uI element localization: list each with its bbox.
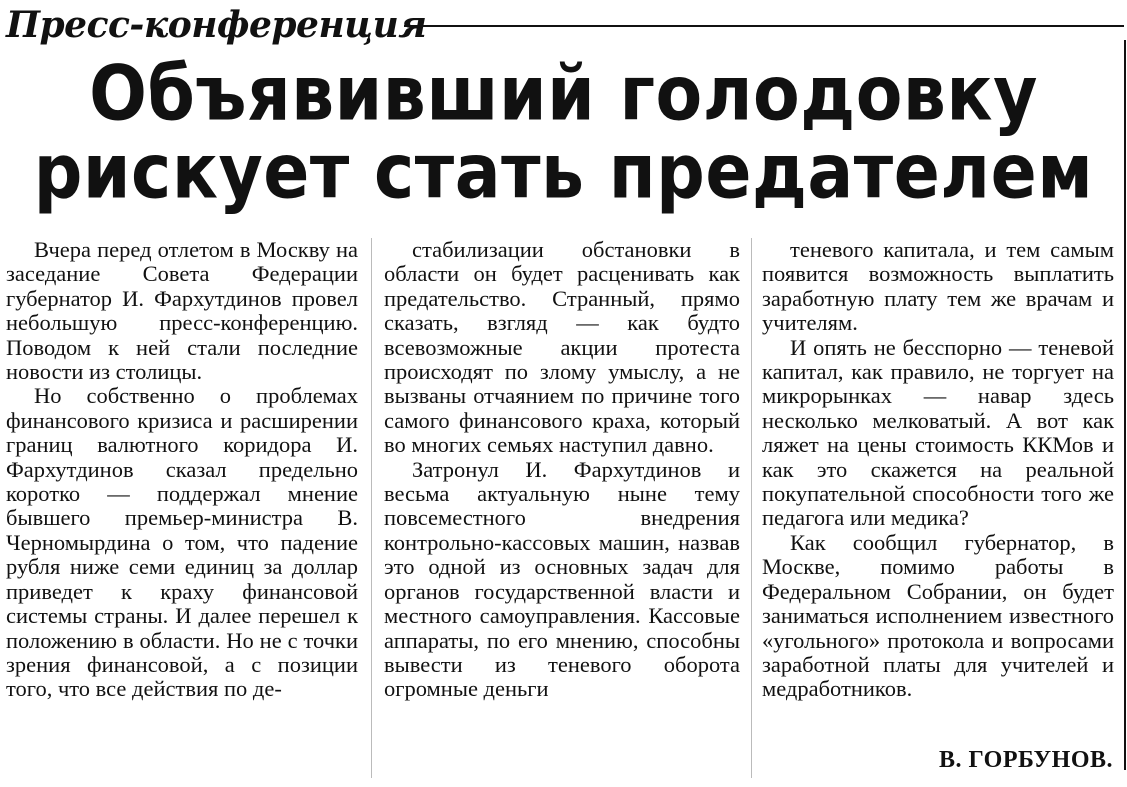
paragraph: теневого капитала, и тем самым появится возможность выплатить заработную плату тем же врачам и учителям.: [762, 237, 1114, 336]
rubric-rule: [404, 25, 1124, 27]
rubric-label: Пресс-конференция: [6, 4, 427, 46]
headline: [0, 50, 1127, 217]
paragraph: И опять не бесспорно — теневой капитал, как правило, не торгует на микрорынках — навар здесь несколько мелковатый. А вот как ляжет на цены стоимость ККМов и как это скажется на реальной покупательной способности того же педагога или медика?: [762, 334, 1114, 531]
article-column-3: [762, 238, 1114, 702]
headline-line-1: Объявивший голодовку: [89, 50, 1038, 139]
article-column-1: [6, 238, 358, 702]
column-divider: [751, 238, 752, 778]
paragraph: стабилизации обстановки в области он будет расценивать как предательство. Странный, прямо сказать, взгляд — как будто всевозможные акции протеста происходят по злому умыслу, а не вызваны отчаянием по причине того самого финансового краха, который во многих семьях наступил давно.: [384, 237, 740, 458]
paragraph: Затронул И. Фархутдинов и весьма актуальную ныне тему повсеместного внедрения контрольно-кассовых машин, назвав это одной из основных задач для органов государственной власти и местного самоуправления. Кассовые аппараты, по его мнению, способны вывести из теневого оборота огромные деньги: [384, 456, 740, 702]
paragraph: Но собственно о проблемах финансового кризиса и расширении границ валютного коридора И. Фархутдинов сказал предельно коротко — поддержал мнение бывшего премьер-министра В. Черномырдина о том, что падение рубля ниже семи единиц за доллар приведет к краху финансовой системы страны. И далее перешел к положению в области. Но не с точки зрения финансовой, а с позиции того, что все действия по де-: [6, 383, 358, 702]
paragraph: Вчера перед отлетом в Москву на заседание Совета Федерации губернатор И. Фархутдинов провел небольшую пресс-конференцию. Поводом к ней стали последние новости из столицы.: [6, 237, 358, 385]
author-byline: В. ГОРБУНОВ.: [939, 747, 1113, 773]
paragraph: Как сообщил губернатор, в Москве, помимо работы в Федеральном Собрании, он будет заниматься исполнением известного «угольного» протокола и вопросами заработной платы для учителей и медработников.: [762, 529, 1114, 702]
headline-line-2: рискует стать предателем: [33, 128, 1094, 217]
column-divider: [371, 238, 372, 778]
rubric-row: [6, 2, 1124, 48]
article-column-2: [384, 238, 740, 702]
